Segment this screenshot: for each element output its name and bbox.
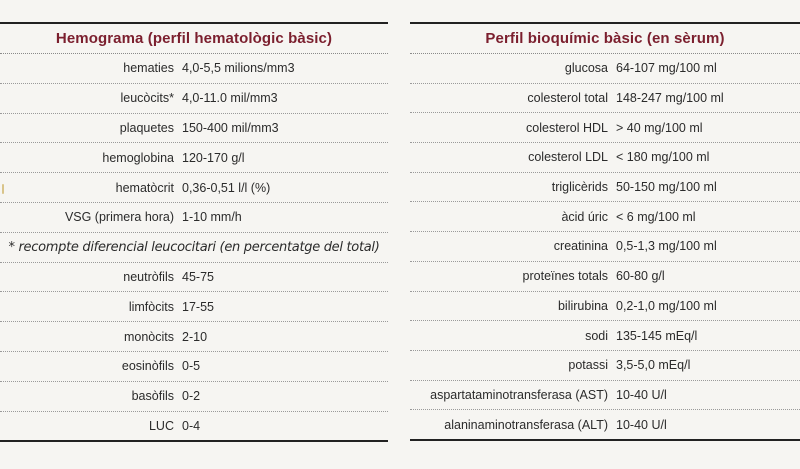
test-name: LUC — [148, 418, 174, 433]
test-name: sodi — [585, 328, 608, 343]
hemogram-table — [0, 22, 388, 442]
test-name: colesterol LDL — [528, 150, 608, 165]
table-row — [0, 292, 388, 322]
table-row — [410, 202, 800, 232]
hemogram-rows — [0, 54, 388, 440]
test-range: 0-2 — [182, 389, 201, 404]
test-name: triglicèrids — [551, 180, 608, 195]
table-row — [0, 352, 388, 382]
table-row — [410, 410, 800, 439]
test-name: colesterol HDL — [526, 120, 608, 135]
test-range: 0-4 — [182, 418, 201, 433]
test-range: 4,0-11.0 mil/mm3 — [182, 91, 278, 106]
test-range: 0,5-1,3 mg/100 ml — [616, 239, 717, 254]
test-name: plaquetes — [119, 120, 174, 135]
test-name: leucòcits* — [120, 91, 174, 106]
table-row — [410, 381, 800, 411]
table-row — [0, 322, 388, 352]
table-row — [0, 84, 388, 114]
table-row — [410, 351, 800, 381]
test-range: 50-150 mg/100 ml — [616, 180, 717, 195]
table-row — [410, 84, 800, 114]
table-row — [410, 54, 800, 84]
test-range: 135-145 mEq/l — [616, 328, 698, 343]
test-range: < 180 mg/100 ml — [616, 150, 710, 165]
test-name: glucosa — [564, 61, 608, 76]
test-range: 10-40 U/l — [616, 417, 667, 432]
table-row — [410, 262, 800, 292]
table-row — [410, 232, 800, 262]
table-row — [0, 143, 388, 173]
test-range: 2-10 — [182, 329, 208, 344]
test-range: 3,5-5,0 mEq/l — [616, 358, 691, 373]
test-range: > 40 mg/100 ml — [616, 120, 703, 135]
table-row — [0, 54, 388, 84]
table-row — [0, 114, 388, 144]
hemogram-title: Hemograma (perfil hematològic bàsic) — [0, 24, 388, 54]
test-range: 60-80 g/l — [616, 269, 665, 284]
test-range: < 6 mg/100 ml — [616, 209, 696, 224]
test-range: 0-5 — [182, 359, 201, 374]
test-range: 120-170 g/l — [182, 150, 245, 165]
differential-note-text: * recompte diferencial leucocitari (en percentatge del total) — [8, 239, 380, 255]
test-name: basòfils — [131, 389, 174, 404]
test-range: 10-40 U/l — [616, 387, 667, 402]
test-name: proteïnes totals — [522, 269, 608, 284]
table-row — [410, 292, 800, 322]
test-range: 64-107 mg/100 ml — [616, 61, 717, 76]
differential-note — [0, 233, 388, 263]
table-row — [0, 382, 388, 412]
biochemistry-table — [410, 22, 800, 441]
test-name: limfòcits — [128, 299, 174, 314]
test-name: àcid úric — [561, 209, 608, 224]
table-row — [0, 412, 388, 441]
test-name: aspartataminotransferasa (AST) — [430, 387, 608, 402]
test-range: 1-10 mm/h — [182, 210, 242, 225]
test-range: 148-247 mg/100 ml — [616, 91, 724, 106]
table-row — [410, 173, 800, 203]
test-range: 4,0-5,5 milions/mm3 — [182, 61, 295, 76]
test-name: VSG (primera hora) — [64, 210, 174, 225]
test-range: 0,2-1,0 mg/100 ml — [616, 298, 717, 313]
test-range: 45-75 — [182, 269, 214, 284]
test-range: 150-400 mil/mm3 — [182, 120, 279, 135]
test-range: 17-55 — [182, 299, 214, 314]
test-name: neutròfils — [123, 269, 174, 284]
test-name: alaninaminotransferasa (ALT) — [444, 417, 608, 432]
table-row — [0, 203, 388, 233]
test-name: bilirubina — [557, 298, 608, 313]
test-name: monòcits — [123, 329, 174, 344]
test-name: hematòcrit — [115, 180, 174, 195]
test-range: 0,36-0,51 l/l (%) — [182, 180, 271, 195]
table-row — [410, 113, 800, 143]
test-name: hemoglobina — [102, 150, 174, 165]
table-row — [0, 173, 388, 203]
test-name: colesterol total — [527, 91, 608, 106]
test-name: hematies — [123, 61, 174, 76]
test-name: eosinòfils — [121, 359, 174, 374]
table-row — [410, 321, 800, 351]
table-row — [410, 143, 800, 173]
test-name: creatinina — [553, 239, 608, 254]
biochemistry-rows — [410, 54, 800, 439]
biochemistry-title: Perfil bioquímic bàsic (en sèrum) — [410, 24, 800, 54]
table-row — [0, 263, 388, 293]
test-name: potassi — [568, 358, 608, 373]
